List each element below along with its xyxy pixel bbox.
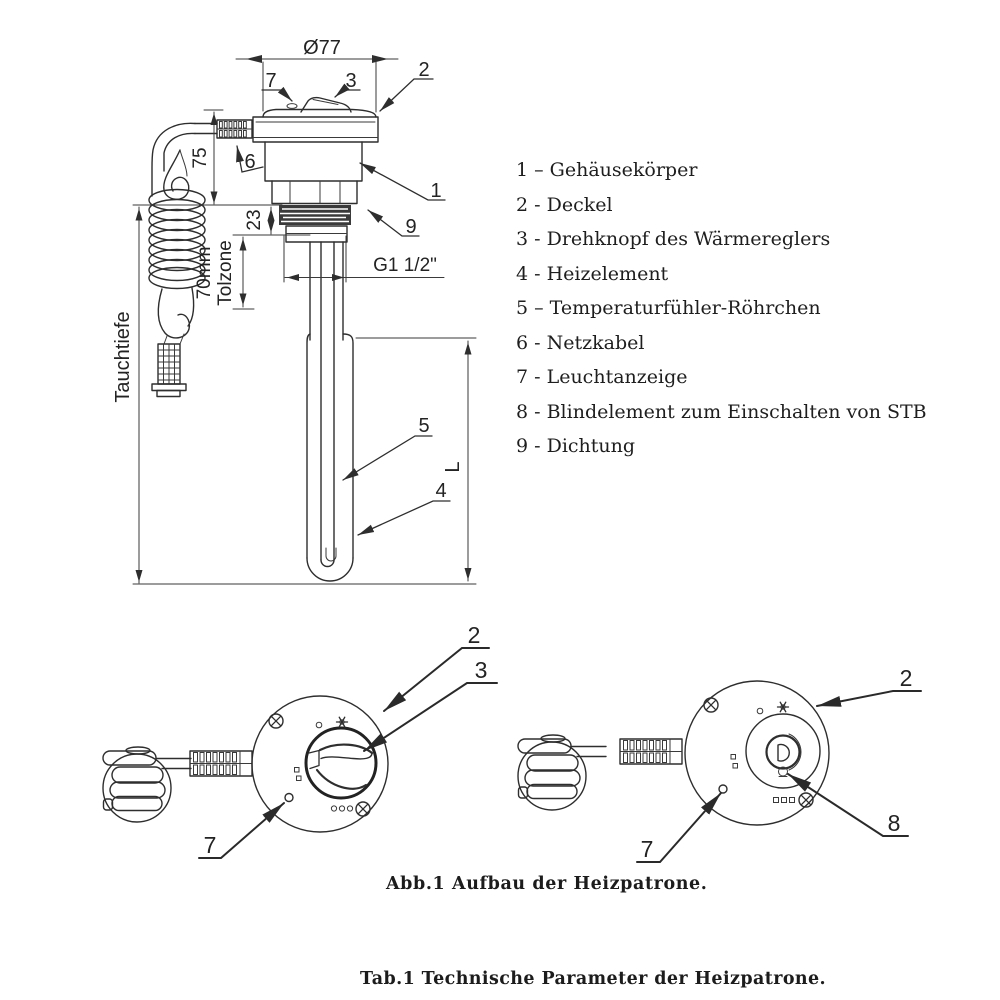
indicator-led: [719, 785, 727, 793]
min-mark: [297, 776, 302, 781]
dimension-dead-zone: [194, 237, 254, 309]
cap-outline: [252, 696, 388, 832]
cap-view-knob-removed: [518, 665, 921, 862]
legend-item: 5 – Temperaturfühler-Röhrchen: [516, 297, 821, 319]
vent-dot: [790, 798, 795, 803]
min-mark: [295, 768, 300, 773]
dim-immersion-label: Tauchtiefe: [112, 311, 134, 403]
dim-75-label: 75: [190, 147, 211, 169]
vent-dot: [782, 798, 787, 803]
legend-item: 7 - Leuchtanzeige: [516, 366, 688, 388]
dimension-thread-size: [284, 236, 444, 282]
indicator-lamp-window: [287, 104, 297, 109]
legend-item: 2 - Deckel: [516, 193, 613, 216]
dim-23-label: 23: [244, 209, 265, 231]
legend-item: 3 - Drehknopf des Wärmereglers: [516, 228, 831, 250]
indicator-led: [285, 794, 293, 802]
min-mark: [731, 755, 736, 760]
dim-thread-size-label: G1 1/2": [373, 255, 437, 276]
callout-8-label: 8: [887, 810, 901, 836]
dim-70mm-label: 70mm: [194, 246, 215, 300]
cable-gland: [620, 739, 682, 764]
knob-blade: [309, 745, 372, 789]
vent-dot: [347, 806, 352, 811]
mains-plug-side: [152, 344, 186, 397]
left-view-callouts: [199, 622, 497, 858]
frost-symbol-icon: [337, 717, 348, 727]
cable-gland: [217, 120, 252, 138]
vent-dot: [339, 806, 344, 811]
cable-gland: [190, 751, 252, 776]
dim-tolzone-label: Tolzone: [215, 240, 236, 306]
cap-view-with-knob: [103, 622, 497, 858]
callout-9-label: 9: [405, 216, 417, 238]
dim-diameter-label: Ø77: [303, 37, 341, 59]
callout-2-label: 2: [899, 665, 913, 691]
callout-4-label: 4: [435, 480, 447, 502]
callout-2-label: 2: [418, 59, 430, 81]
figure-caption: Abb.1 Aufbau der Heizpatrone.: [386, 874, 708, 894]
legend-item: 8 - Blindelement zum Einschalten von STB: [516, 400, 927, 423]
callout-2-label: 2: [467, 622, 481, 648]
setting-dot: [757, 708, 763, 714]
vent-dot: [774, 798, 779, 803]
callout-7-label: 7: [265, 70, 277, 92]
power-plug: [518, 735, 606, 810]
callout-7-label: 7: [640, 836, 654, 862]
callout-5-label: 5: [418, 415, 430, 437]
table-caption: Tab.1 Technische Parameter der Heizpatrone.: [360, 969, 827, 989]
legend-item: 9 - Dichtung: [516, 435, 636, 457]
callout-3-label: 3: [474, 657, 488, 683]
setting-dot: [316, 722, 322, 728]
screw-icon: [356, 802, 370, 816]
dim-length-label: L: [442, 461, 464, 473]
frost-symbol-icon: [778, 702, 789, 712]
legend-item: 6 - Netzkabel: [516, 331, 645, 354]
callout-7-label: 7: [203, 832, 217, 858]
power-plug: [103, 747, 191, 822]
screw-icon: [269, 714, 283, 728]
callout-3-label: 3: [345, 70, 357, 92]
callout-6-label: 6: [244, 151, 256, 173]
heating-element-tubes: [307, 242, 353, 581]
dimension-element-length: [356, 338, 476, 581]
parts-legend: [516, 153, 927, 464]
legend-item: 4 - Heizelement: [516, 262, 669, 285]
blind-element: [767, 734, 802, 777]
screw-icon: [704, 698, 718, 712]
vent-dot: [331, 806, 336, 811]
min-mark: [733, 764, 738, 769]
cap-outline: [685, 681, 829, 825]
main-section-view: [112, 37, 476, 584]
legend-item: 1 – Gehäusekörper: [516, 159, 698, 181]
callout-1-label: 1: [430, 180, 442, 202]
